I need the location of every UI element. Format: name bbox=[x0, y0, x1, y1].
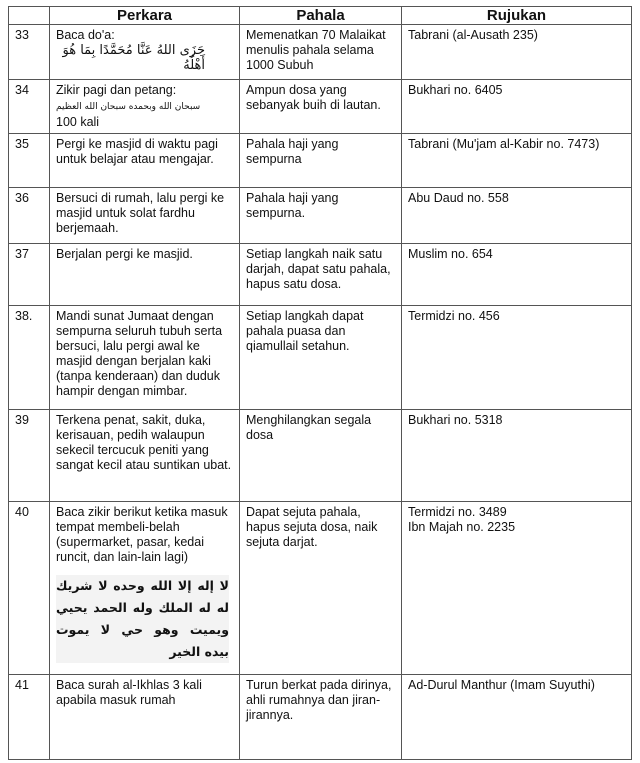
rujukan-cell: Bukhari no. 6405 bbox=[402, 80, 632, 134]
rujukan-cell: Muslim no. 654 bbox=[402, 244, 632, 306]
pahala-cell: Pahala haji yang sempurna. bbox=[240, 188, 402, 244]
rujukan-cell: Ad-Durul Manthur (Imam Suyuthi) bbox=[402, 675, 632, 760]
pahala-cell: Turun berkat pada dirinya, ahli rumahnya dan jiran-jirannya. bbox=[240, 675, 402, 760]
table-row bbox=[9, 80, 632, 134]
header-pahala: Pahala bbox=[240, 7, 402, 25]
row-number: 34 bbox=[9, 80, 50, 134]
arabic-zikir: لا إله إلا الله وحده لا شريك له له الملك وله الحمد يحيي ويميت وهو حي لا يموت بيده الخير bbox=[56, 575, 229, 663]
rujukan-cell: Tabrani (al-Ausath 235) bbox=[402, 25, 632, 80]
table-row bbox=[9, 244, 632, 306]
arabic-text: جَزَى اللهُ عَنَّا مُحَمَّدًا بِمَا هُوَ أَهْلُهُ bbox=[62, 43, 205, 73]
rujukan-cell: Bukhari no. 5318 bbox=[402, 410, 632, 502]
row-number: 38. bbox=[9, 306, 50, 410]
header-perkara: Perkara bbox=[50, 7, 240, 25]
table-row bbox=[9, 188, 632, 244]
table-row bbox=[9, 675, 632, 760]
deeds-table bbox=[8, 6, 632, 760]
header-no bbox=[9, 7, 50, 25]
rujukan-cell: Abu Daud no. 558 bbox=[402, 188, 632, 244]
row-number: 33 bbox=[9, 25, 50, 80]
pahala-cell: Memenatkan 70 Malaikat menulis pahala selama 1000 Subuh bbox=[240, 25, 402, 80]
pahala-cell: Menghilangkan segala dosa bbox=[240, 410, 402, 502]
row-number: 39 bbox=[9, 410, 50, 502]
pahala-cell: Pahala haji yang sempurna bbox=[240, 134, 402, 188]
table-row bbox=[9, 306, 632, 410]
perkara-text: Baca zikir berikut ketika masuk tempat membeli-belah (supermarket, pasar, kedai runcit, dan lain-lain lagi) bbox=[56, 505, 228, 564]
table-row bbox=[9, 502, 632, 675]
rujukan-cell: Tabrani (Mu'jam al-Kabir no. 7473) bbox=[402, 134, 632, 188]
table-row bbox=[9, 410, 632, 502]
perkara-cell: Berjalan pergi ke masjid. bbox=[50, 244, 240, 306]
row-number: 37 bbox=[9, 244, 50, 306]
rujukan-cell bbox=[402, 502, 632, 675]
perkara-text-2: 100 kali bbox=[56, 115, 100, 129]
row-number: 35 bbox=[9, 134, 50, 188]
perkara-text: Zikir pagi dan petang: bbox=[56, 83, 177, 97]
perkara-cell: Pergi ke masjid di waktu pagi untuk belajar atau mengajar. bbox=[50, 134, 240, 188]
header-row bbox=[9, 7, 632, 25]
perkara-cell bbox=[50, 502, 240, 675]
perkara-text: Baca do'a: bbox=[56, 28, 115, 42]
pahala-cell: Setiap langkah dapat pahala puasa dan qiamullail setahun. bbox=[240, 306, 402, 410]
rujukan-text-2: Ibn Majah no. 2235 bbox=[408, 520, 516, 534]
perkara-cell: Terkena penat, sakit, duka, kerisauan, pedih walaupun sekecil tercucuk peniti yang sangat kecil atau suntikan ubat. bbox=[50, 410, 240, 502]
row-number: 40 bbox=[9, 502, 50, 675]
perkara-cell bbox=[50, 80, 240, 134]
table-row bbox=[9, 25, 632, 80]
rujukan-cell: Termidzi no. 456 bbox=[402, 306, 632, 410]
perkara-cell bbox=[50, 25, 240, 80]
pahala-cell: Setiap langkah naik satu darjah, dapat satu pahala, hapus satu dosa. bbox=[240, 244, 402, 306]
row-number: 36 bbox=[9, 188, 50, 244]
table-row bbox=[9, 134, 632, 188]
perkara-cell: Bersuci di rumah, lalu pergi ke masjid untuk solat fardhu berjemaah. bbox=[50, 188, 240, 244]
arabic-text: سبحان الله وبحمده سبحان الله العظيم bbox=[56, 102, 201, 112]
pahala-cell: Ampun dosa yang sebanyak buih di lautan. bbox=[240, 80, 402, 134]
row-number: 41 bbox=[9, 675, 50, 760]
pahala-cell: Dapat sejuta pahala, hapus sejuta dosa, naik sejuta darjat. bbox=[240, 502, 402, 675]
perkara-cell: Mandi sunat Jumaat dengan sempurna seluruh tubuh serta bersuci, lalu pergi awal ke masjid dengan berjalan kaki (tanpa kenderaan) dan duduk hampir dengan mimbar. bbox=[50, 306, 240, 410]
header-rujukan: Rujukan bbox=[402, 7, 632, 25]
rujukan-text: Termidzi no. 3489 bbox=[408, 505, 507, 519]
perkara-cell: Baca surah al-Ikhlas 3 kali apabila masuk rumah bbox=[50, 675, 240, 760]
